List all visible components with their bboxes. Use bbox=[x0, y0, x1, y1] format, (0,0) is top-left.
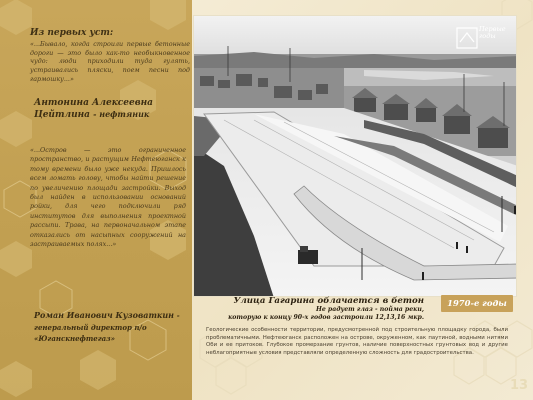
decade-badge: 1970-е годы bbox=[441, 295, 513, 312]
description-paragraph: Геологические особенности территории, предусмотренной под строительную площадку города, были проблематичными. Нефтеюганск расположен на острове, окруженном, как паутиной, водными нитями Оби и ее притоков. Глубокое промерзание грунтов, наличие поверхностных грунтовых вод и другие неблагоприятные условия представляли определенную сложность для градостроительства. bbox=[206, 327, 508, 356]
street-photo-illustration bbox=[194, 16, 517, 297]
photo-caption-subtitle-line-2: которую к концу 90-х годов застроили 12,13,16 мкр. bbox=[228, 314, 424, 322]
quotes-heading: Из первых уст: bbox=[30, 28, 114, 38]
series-logo-text: Первые годы bbox=[479, 25, 506, 40]
quote-2-author bbox=[34, 310, 186, 345]
series-logo bbox=[455, 22, 511, 52]
photo-caption-title: Улица Гагарина облачается в бетон bbox=[233, 296, 424, 306]
quote-1-author-role: - нефтяник bbox=[93, 109, 150, 119]
quote-1: «...Бывало, когда строили первые бетонные дороги — это было как-то необыкновенное чудо: люди приходили туда гулять, устраивались пляски, поем песни под гармошку...» bbox=[30, 40, 190, 83]
quotes-sidebar bbox=[0, 0, 192, 400]
quote-2-author-role: - генеральный директор п/о «Юганскнефтегаз» bbox=[34, 311, 180, 343]
quote-2-author-name: Роман Иванович Кузоваткин bbox=[34, 310, 174, 320]
quote-1-author-name: Антонина Алексеевна Цейтлина bbox=[34, 98, 154, 120]
quote-1-author bbox=[34, 98, 184, 121]
historical-photo bbox=[193, 15, 517, 297]
quote-2: «...Остров — это ограниченное пространство, и растущим Нефтеюганск к тому времени было уже некуда. Пришлось всем ломать голову, чтобы найти решение по увеличению площади застройки. Выход был найден в использовании оснований ройки, для чего подключили ряд институтов для выполнения проектной рассыпи. Трава, на первоначальном этапе отказались от насыпных сооружений на застраиваемых полях...» bbox=[30, 146, 186, 249]
photo-caption-subtitle-line-1: Не радует глаз - поймa реки, bbox=[315, 306, 424, 313]
photo-caption-subtitle bbox=[196, 306, 424, 323]
page-number: 13 bbox=[510, 378, 529, 393]
